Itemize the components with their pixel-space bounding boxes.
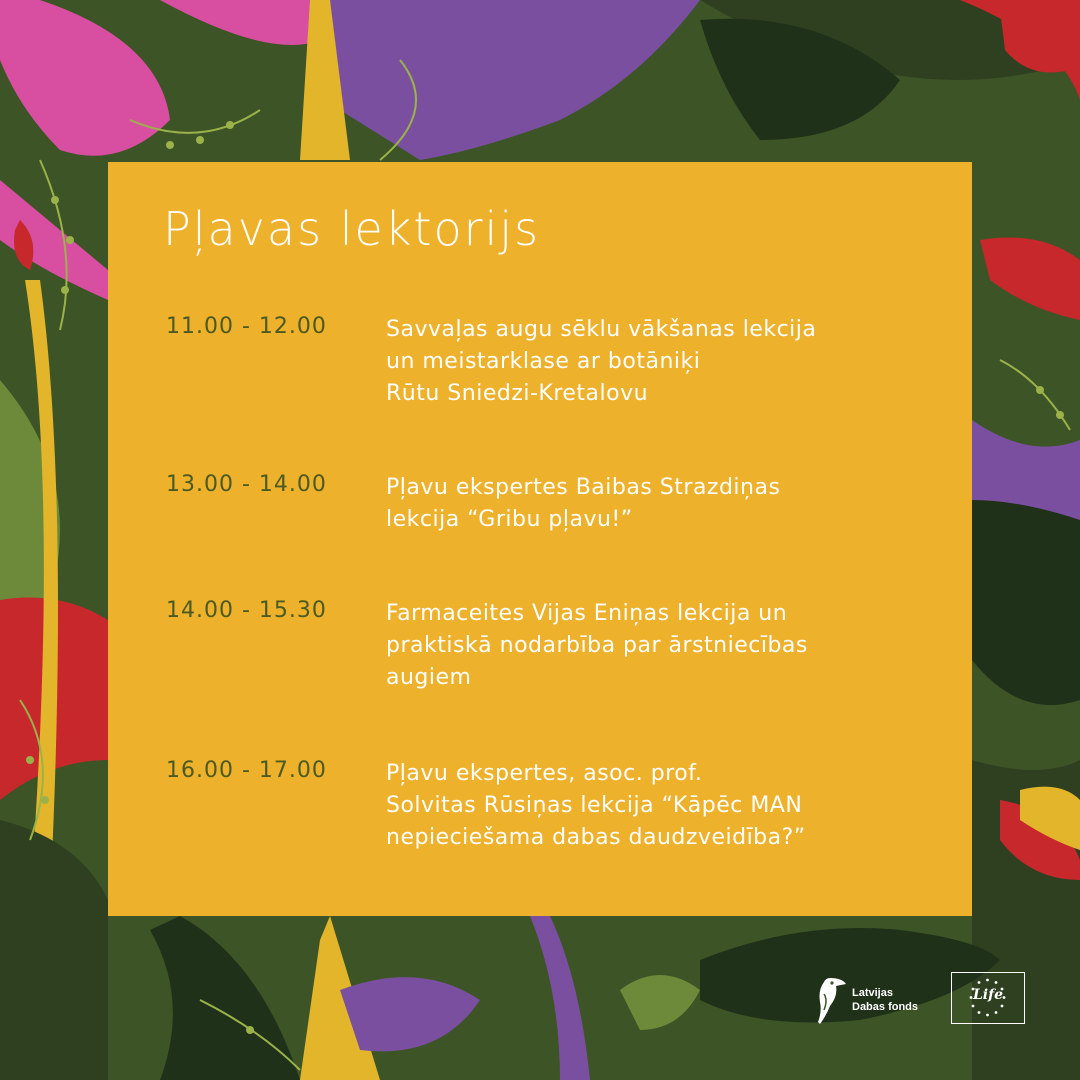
life-wordmark: Life — [972, 987, 1004, 1003]
description-line: augiem — [386, 665, 472, 690]
description-line: Solvitas Rūsiņas lekcija “Kāpēc MAN — [386, 793, 803, 818]
ldf-text — [852, 986, 918, 1014]
schedule-description — [386, 758, 926, 854]
description-line: un meistarklase ar botāniķi — [386, 349, 701, 374]
description-line: Pļavu ekspertes, asoc. prof. — [386, 761, 703, 786]
schedule-time: 11.00 - 12.00 — [166, 314, 327, 339]
ldf-line: Latvijas — [852, 987, 893, 999]
schedule-time: 13.00 - 14.00 — [166, 472, 327, 497]
schedule-panel — [108, 162, 972, 916]
description-line: nepieciešama dabas daudzveidība?” — [386, 825, 806, 850]
ldf-line: Dabas fonds — [852, 1001, 919, 1013]
schedule-time: 16.00 - 17.00 — [166, 758, 327, 783]
page-title: Pļavas lektorijs — [163, 202, 541, 256]
schedule-description — [386, 314, 926, 410]
description-line: Farmaceites Vijas Eniņas lekcija un — [386, 601, 788, 626]
description-line: lekcija “Gribu pļavu!” — [386, 507, 633, 532]
description-line: Rūtu Sniedzi-Kretalovu — [386, 381, 649, 406]
schedule-time: 14.00 - 15.30 — [166, 598, 327, 623]
description-line: Savvaļas augu sēklu vākšanas lekcija — [386, 317, 817, 342]
schedule-description — [386, 598, 926, 694]
schedule-description — [386, 472, 926, 536]
kingfisher-icon — [812, 972, 848, 1028]
description-line: Pļavu ekspertes Baibas Strazdiņas — [386, 475, 781, 500]
latvijas-dabas-fonds-logo — [812, 972, 942, 1028]
eu-life-logo — [951, 972, 1025, 1024]
description-line: praktiskā nodarbība par ārstniecības — [386, 633, 808, 658]
